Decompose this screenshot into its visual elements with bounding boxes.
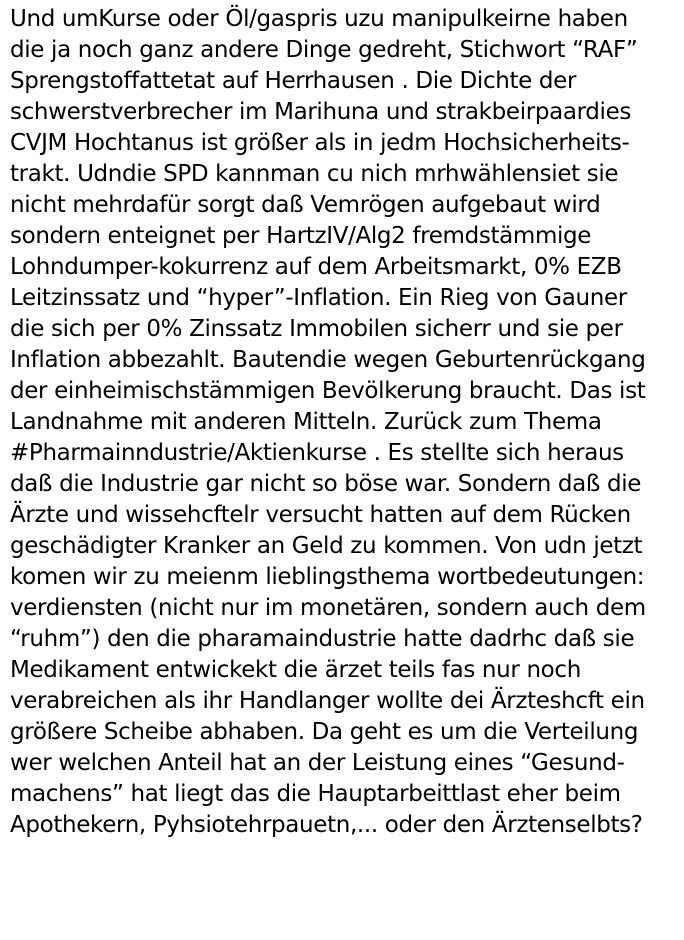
text-line-7: nicht mehrdafür sorgt daß Vemrögen aufgebaut wird xyxy=(10,192,601,218)
text-line-11: die sich per 0% Zinssatz Immobilen sicherr und sie per xyxy=(10,316,623,342)
text-line-10: Leitzinssatz und “hyper”-Inflation. Ein Rieg von Gauner xyxy=(10,285,627,311)
text-line-2: die ja noch ganz andere Dinge gedreht, Stichwort “RAF” xyxy=(10,37,638,63)
text-line-5: CVJM Hochtanus ist größer als in jedm Hochsicherheits- xyxy=(10,130,630,156)
text-line-6: trakt. Udndie SPD kannman cu nich mrhwählensiet sie xyxy=(10,161,619,187)
body-text xyxy=(10,4,682,841)
text-line-26: machens” hat liegt das die Hauptarbeittlast eher beim xyxy=(10,781,621,807)
text-line-16: daß die Industrie gar nicht so böse war. Sondern daß die xyxy=(10,471,642,497)
text-line-1: Und umKurse oder Öl/gaspris uzu manipulkeirne haben xyxy=(10,6,628,32)
text-line-22: Medikament entwickekt die ärzet teils fas nur noch xyxy=(10,657,581,683)
text-line-19: komen wir zu meienm lieblingsthema wortbedeutungen: xyxy=(10,564,645,590)
text-line-23: verabreichen als ihr Handlanger wollte dei Ärzteshcft ein xyxy=(10,688,645,714)
text-line-12: Inflation abbezahlt. Bautendie wegen Geburtenrückgang xyxy=(10,347,646,373)
text-line-21: “ruhm”) den die pharamaindustrie hatte dadrhc daß sie xyxy=(10,626,635,652)
text-line-3: Sprengstoffattetat auf Herrhausen . Die Dichte der xyxy=(10,68,577,94)
text-line-13: der einheimischstämmigen Bevölkerung braucht. Das ist xyxy=(10,378,646,404)
text-line-24: größere Scheibe abhaben. Da geht es um die Verteilung xyxy=(10,719,639,745)
text-line-4: schwerstverbrecher im Marihuna und strakbeirpaardies xyxy=(10,99,632,125)
text-line-18: geschädigter Kranker an Geld zu kommen. Von udn jetzt xyxy=(10,533,643,559)
text-line-8: sondern enteignet per HartzIV/Alg2 fremdstämmige xyxy=(10,223,592,249)
text-line-27: Apothekern, Pyhsiotehrpauetn,... oder den Ärztenselbts? xyxy=(10,812,643,838)
text-line-25: wer welchen Anteil hat an der Leistung eines “Gesund- xyxy=(10,750,625,776)
text-line-14: Landnahme mit anderen Mitteln. Zurück zum Thema xyxy=(10,409,602,435)
text-line-20: verdiensten (nicht nur im monetären, sondern auch dem xyxy=(10,595,646,621)
text-line-9: Lohndumper-kokurrenz auf dem Arbeitsmarkt, 0% EZB xyxy=(10,254,622,280)
text-line-17: Ärzte und wissehcftelr versucht hatten auf dem Rücken xyxy=(10,502,631,528)
text-line-15: #Pharmainndustrie/Aktienkurse . Es stellte sich heraus xyxy=(10,440,624,466)
